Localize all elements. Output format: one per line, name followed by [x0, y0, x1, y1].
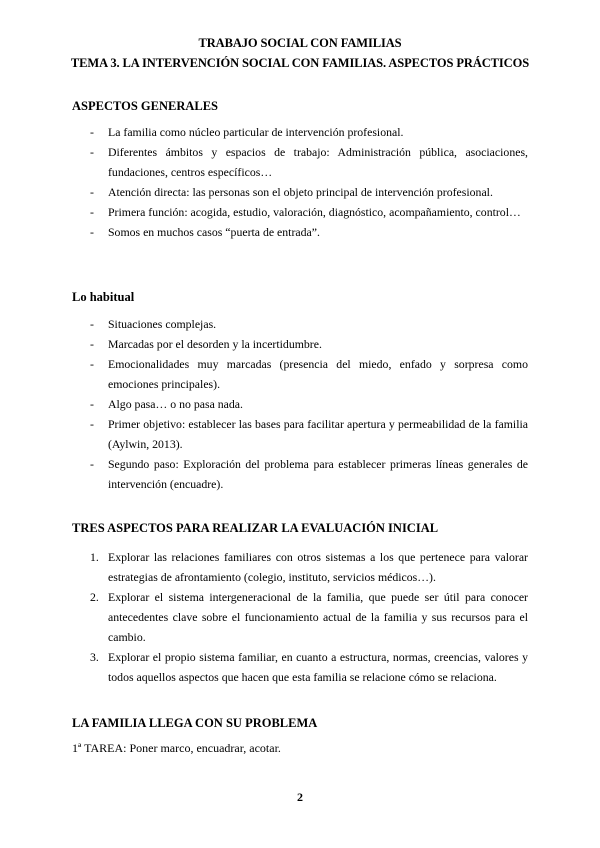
list-item: [72, 587, 528, 647]
topic-title: TEMA 3. LA INTERVENCIÓN SOCIAL CON FAMILIAS. ASPECTOS PRÁCTICOS: [70, 56, 530, 70]
first-task-text: 1ª TAREA: Poner marco, encuadrar, acotar.: [72, 741, 281, 755]
dash-marker: -: [90, 417, 94, 431]
dash-marker: -: [90, 225, 94, 239]
dash-marker: -: [90, 337, 94, 351]
list-item: [72, 547, 528, 587]
list-item-text: Somos en muchos casos “puerta de entrada”.: [108, 225, 320, 239]
list-item-text: Explorar las relaciones familiares con otros sistemas a los que pertenece para valorar estrategias de afrontamiento (colegio, instituto, servicios médicos…).: [108, 550, 528, 584]
list-item-text: La familia como núcleo particular de intervención profesional.: [108, 125, 404, 139]
list-item-text: Emocionalidades muy marcadas (presencia del miedo, enfado y sorpresa como emociones principales).: [108, 357, 528, 391]
dash-marker: -: [90, 317, 94, 331]
section-heading-problem: LA FAMILIA LLEGA CON SU PROBLEMA: [72, 716, 318, 730]
evaluation-list: [72, 547, 528, 687]
list-item-text: Marcadas por el desorden y la incertidumbre.: [108, 337, 322, 351]
list-item: [72, 314, 528, 334]
list-item-text: Atención directa: las personas son el objeto principal de intervención profesional.: [108, 185, 493, 199]
page-number: 2: [297, 790, 303, 804]
list-item-text: Primera función: acogida, estudio, valoración, diagnóstico, acompañamiento, control…: [108, 205, 521, 219]
dash-marker: -: [90, 457, 94, 471]
number-marker: 1.: [90, 550, 99, 564]
dash-marker: -: [90, 185, 94, 199]
list-item-text: Diferentes ámbitos y espacios de trabajo: Administración pública, asociaciones, fundaciones, centros específicos…: [108, 145, 528, 179]
list-item: [72, 122, 528, 142]
dash-marker: -: [90, 125, 94, 139]
habitual-list: [72, 314, 528, 494]
section-heading-evaluation: TRES ASPECTOS PARA REALIZAR LA EVALUACIÓN INICIAL: [72, 521, 439, 535]
list-item-text: Algo pasa… o no pasa nada.: [108, 397, 243, 411]
list-item: [72, 454, 528, 494]
list-item-text: Explorar el sistema intergeneracional de la familia, que puede ser útil para conocer antecedentes clave sobre el funcionamiento actual de la familia y sus recursos para el cambio.: [108, 590, 528, 644]
list-item: [72, 142, 528, 182]
course-title: TRABAJO SOCIAL CON FAMILIAS: [198, 36, 402, 50]
list-item-text: Explorar el propio sistema familiar, en cuanto a estructura, normas, creencias, valores y todos aquellos aspectos que hacen que esta familia se relacione cómo se relaciona.: [108, 650, 528, 684]
number-marker: 2.: [90, 590, 99, 604]
list-item: [72, 222, 528, 242]
list-item: [72, 182, 528, 202]
list-item: [72, 647, 528, 687]
list-item: [72, 354, 528, 394]
list-item: [72, 202, 528, 222]
list-item: [72, 334, 528, 354]
dash-marker: -: [90, 357, 94, 371]
dash-marker: -: [90, 205, 94, 219]
list-item-text: Segundo paso: Exploración del problema para establecer primeras líneas generales de intervención (encuadre).: [108, 457, 528, 491]
number-marker: 3.: [90, 650, 99, 664]
list-item: [72, 394, 528, 414]
list-item-text: Situaciones complejas.: [108, 317, 217, 331]
section-heading-habitual: Lo habitual: [72, 290, 135, 304]
general-list: [72, 122, 528, 242]
section-heading-general: ASPECTOS GENERALES: [72, 99, 218, 113]
dash-marker: -: [90, 145, 94, 159]
dash-marker: -: [90, 397, 94, 411]
list-item-text: Primer objetivo: establecer las bases para facilitar apertura y permeabilidad de la familia (Aylwin, 2013).: [108, 417, 528, 451]
list-item: [72, 414, 528, 454]
